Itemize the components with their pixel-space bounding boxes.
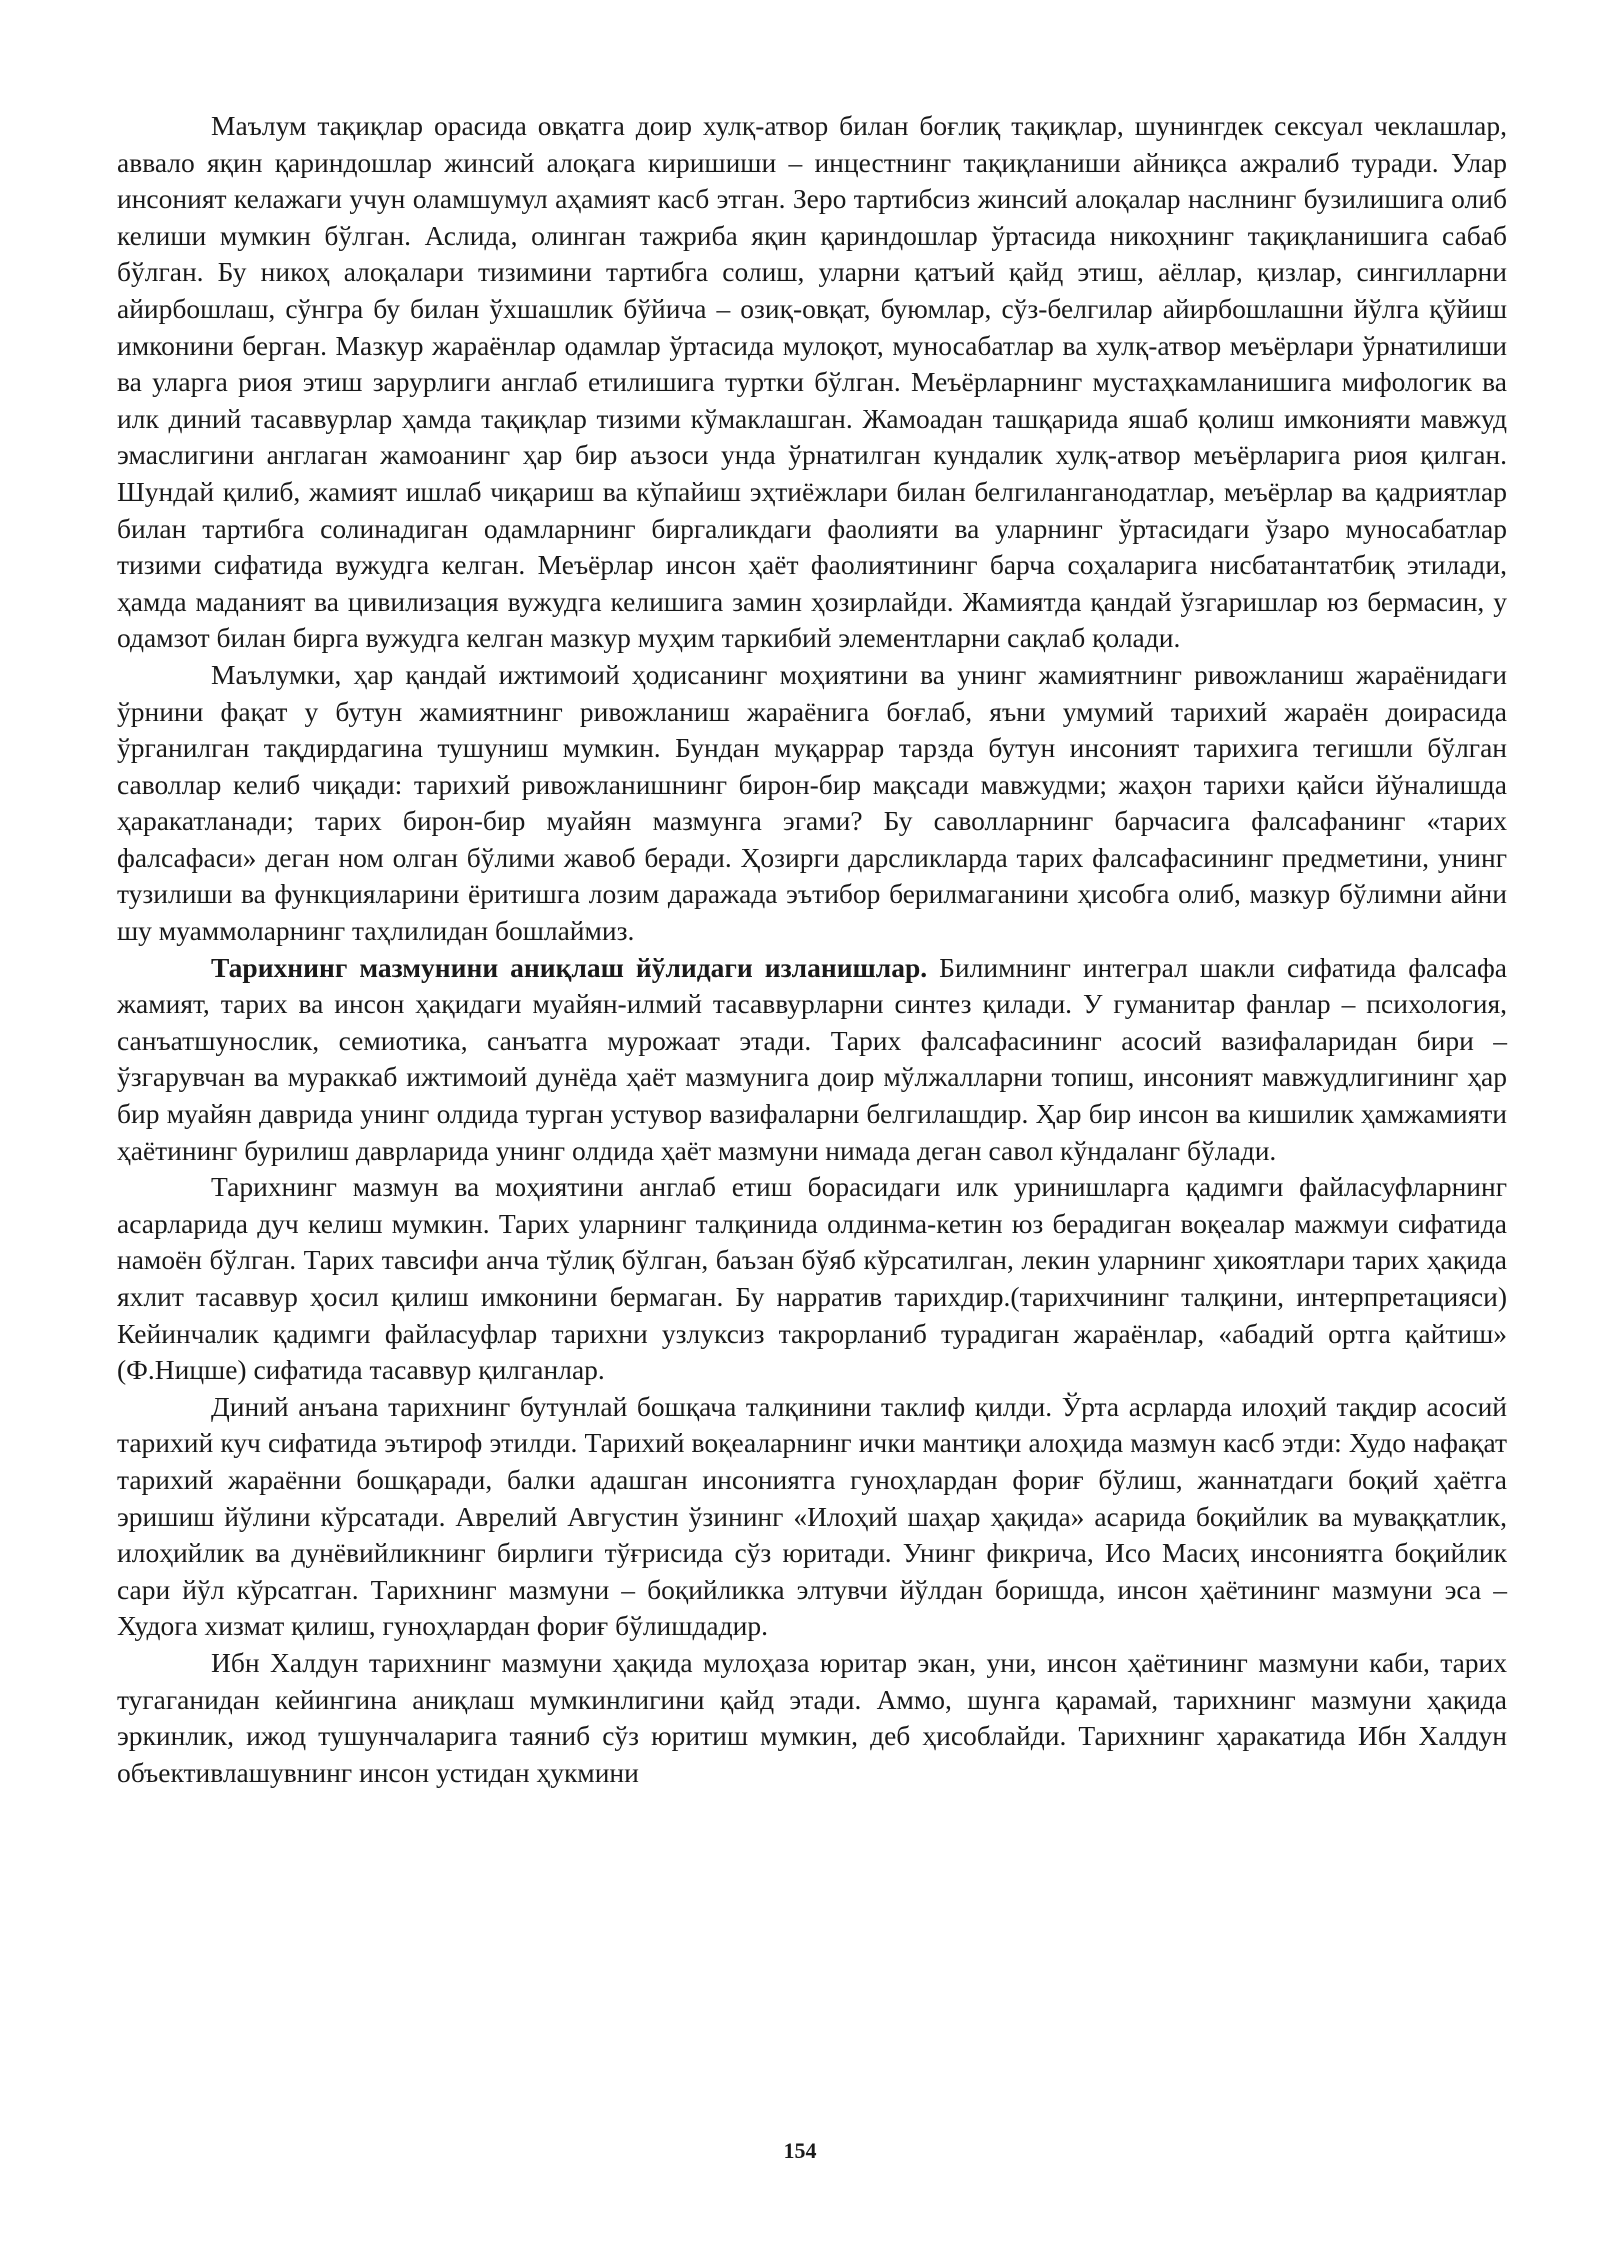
paragraph-3: [117, 950, 1507, 1170]
page-number: 154: [783, 2138, 817, 2163]
paragraph-1: Маълум тақиқлар орасида овқатга доир хулқ-атвор билан боғлиқ тақиқлар, шунингдек сексуал чеклашлар, аввало яқин қариндошлар жинсий алоқага киришиши – инцестнинг тақиқланиши айниқса ажралиб туради. Улар инсоният келажаги учун оламшумул аҳамият касб этган. Зеро тартибсиз жинсий алоқалар наслнинг бузилишига олиб келиши мумкин бўлган. Аслида, олинган тажриба яқин қариндошлар ўртасида никоҳнинг тақиқланишига сабаб бўлган. Бу никоҳ алоқалари тизимини тартибга солиш, уларни қатъий қайд этиш, аёллар, қизлар, сингилларни айирбошлаш, сўнгра бу билан ўхшашлик бўйича – озиқ-овқат, буюмлар, сўз-белгилар айирбошлашни йўлга қўйиш имконини берган. Мазкур жараёнлар одамлар ўртасида мулоқот, муносабатлар ва хулқ-атвор меъёрлари ўрнатилиши ва уларга риоя этиш зарурлиги англаб етилишига туртки бўлган. Меъёрларнинг мустаҳкамланишига мифологик ва илк диний тасаввурлар ҳамда тақиқлар тизими кўмаклашган. Жамоадан ташқарида яшаб қолиш имконияти мавжуд эмаслигини англаган жамоанинг ҳар бир аъзоси унда ўрнатилган кундалик хулқ-атвор меъёрларига риоя қилган. Шундай қилиб, жамият ишлаб чиқариш ва кўпайиш эҳтиёжлари билан белгиланганодатлар, меъёрлар ва қадриятлар билан тартибга солинадиган одамларнинг биргаликдаги фаолияти ва уларнинг ўртасидаги ўзаро муносабатлар тизими сифатида вужудга келган. Меъёрлар инсон ҳаёт фаолиятининг барча соҳаларига нисбатантатбиқ этилади, ҳамда маданият ва цивилизация вужудга келишига замин ҳозирлайди. Жамиятда қандай ўзгаришлар юз бермасин, у одамзот билан бирга вужудга келган мазкур муҳим таркибий элементларни сақлаб қолади.: [117, 110, 1507, 654]
document-page: [117, 108, 1507, 1791]
section-heading: Тарихнинг мазмунини аниқлаш йўлидаги изланишлар.: [211, 951, 928, 983]
paragraph-5: Диний анъана тарихнинг бутунлай бошқача талқинини таклиф қилди. Ўрта асрларда илоҳий тақдир асосий тарихий куч сифатида эътироф этилди. Тарихий воқеаларнинг ички мантиқи алоҳида мазмун касб этди: Худо нафақат тарихий жараённи бошқаради, балки адашган инсониятга гуноҳлардан фориғ бўлиш, жаннатдаги боқий ҳаётга эришиш йўлини кўрсатади. Аврелий Августин ўзининг «Илоҳий шаҳар ҳақида» асарида боқийлик ва муваққатлик, илоҳийлик ва дунёвийликнинг бирлиги тўғрисида сўз юритади. Унинг фикрича, Исо Масиҳ инсониятга боқийлик сари йўл кўрсатган. Тарихнинг мазмуни – боқийликка элтувчи йўлдан боришда, инсон ҳаётининг мазмуни эса – Худога хизмат қилиш, гуноҳлардан фориғ бўлишдадир.: [117, 1390, 1507, 1642]
paragraph-3-body: Билимнинг интеграл шакли сифатида фалсафа жамият, тарих ва инсон ҳақидаги муайян-илмий тасаввурларни синтез қилади. У гуманитар фанлар – психология, санъатшунослик, семиотика, санъатга мурожаат этади. Тарих фалсафасининг асосий вазифаларидан бири – ўзгарувчан ва мураккаб ижтимоий дунёда ҳаёт мазмунига доир мўлжалларни топиш, инсоният мавжудлигининг ҳар бир муайян даврида унинг олдида турган устувор вазифаларни белгилашдир. Ҳар бир инсон ва кишилик ҳамжамияти ҳаётининг бурилиш даврларида унинг олдида ҳаёт мазмуни нимада деган савол кўндаланг бўлади.: [117, 951, 1507, 1166]
paragraph-6: Ибн Халдун тарихнинг мазмуни ҳақида мулоҳаза юритар экан, уни, инсон ҳаётининг мазмуни каби, тарих тугаганидан кейингина аниқлаш мумкинлигини қайд этади. Аммо, шунга қарамай, тарихнинг мазмуни ҳақида эркинлик, ижод тушунчаларига таяниб сўз юритиш мумкин, деб ҳисоблайди. Тарихнинг ҳаракатида Ибн Халдун объективлашувнинг инсон устидан ҳукмини: [117, 1646, 1507, 1788]
paragraph-4: Тарихнинг мазмун ва моҳиятини англаб етиш борасидаги илк уринишларга қадимги файласуфларнинг асарларида дуч келиш мумкин. Тарих уларнинг талқинида олдинма-кетин юз берадиган воқеалар мажмуи сифатида намоён бўлган. Тарих тавсифи анча тўлиқ бўлган, баъзан бўяб кўрсатилган, лекин уларнинг ҳикоятлари тарих ҳақида яхлит тасаввур ҳосил қилиш имконини бермаган. Бу нарратив тарихдир.(тарихчининг талқини, интерпретацияси) Кейинчалик қадимги файласуфлар тарихни узлуксиз такрорланиб турадиган жараёнлар, «абадий ортга қайтиш» (Ф.Ницше) сифатида тасаввур қилганлар.: [117, 1171, 1507, 1386]
paragraph-2: Маълумки, ҳар қандай ижтимоий ҳодисанинг моҳиятини ва унинг жамиятнинг ривожланиш жараёнидаги ўрнини фақат у бутун жамиятнинг ривожланиш жараёнига боғлаб, яъни умумий тарихий жараён доирасида ўрганилган тақдирдагина тушуниш мумкин. Бундан муқаррар тарзда бутун инсоният тарихига тегишли бўлган саволлар келиб чиқади: тарихий ривожланишнинг бирон-бир мақсади мавжудми; жаҳон тарихи қайси йўналишда ҳаракатланади; тарих бирон-бир муайян мазмунга эгами? Бу саволларнинг барчасига фалсафанинг «тарих фалсафаси» деган ном олган бўлими жавоб беради. Ҳозирги дарсликларда тарих фалсафасининг предметини, унинг тузилиши ва функцияларини ёритишга лозим даражада эътибор берилмаганини ҳисобга олиб, мазкур бўлимни айни шу муаммоларнинг таҳлилидан бошлаймиз.: [117, 658, 1507, 947]
